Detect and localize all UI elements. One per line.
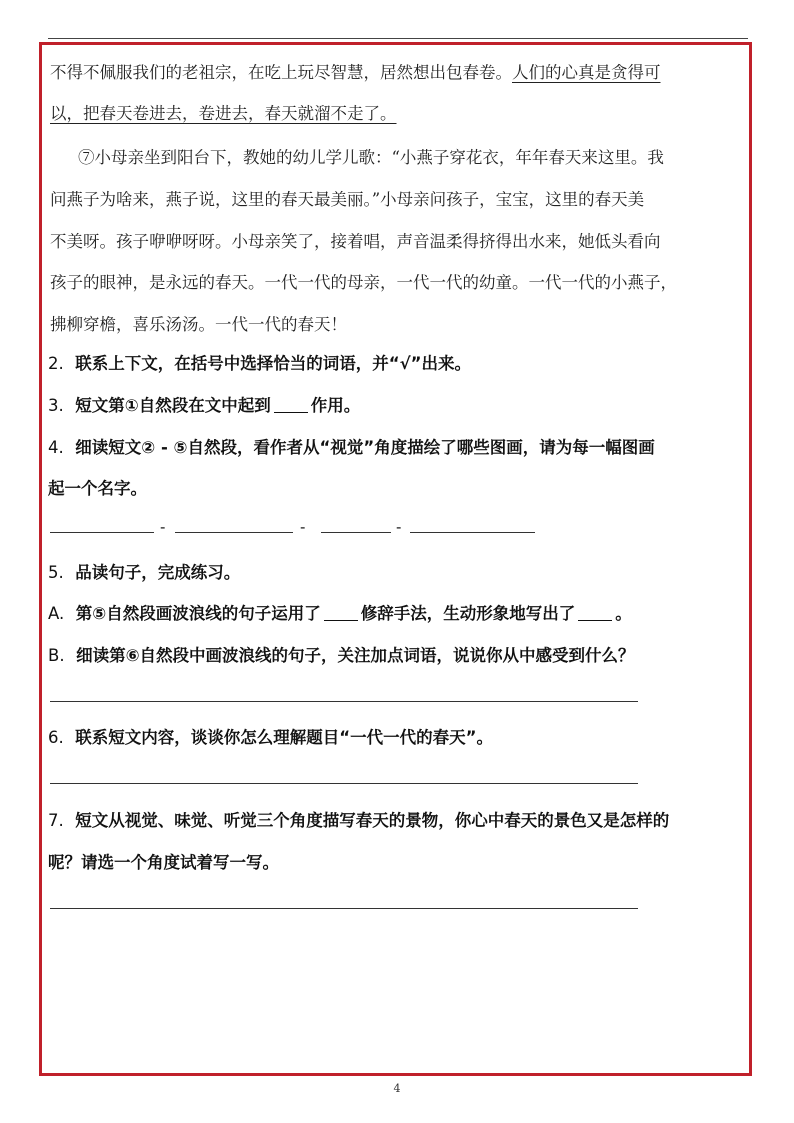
passage-line-1 xyxy=(50,59,661,83)
question-2 xyxy=(48,350,471,374)
question-4-line-2: 起一个名字。 xyxy=(48,479,147,498)
question-7-line-1 xyxy=(48,807,669,831)
question-text: 联系上下文，在括号中选择恰当的词语，并“√”出来。 xyxy=(75,354,471,373)
question-number: 6. xyxy=(48,728,64,747)
sub-question-letter: A. xyxy=(48,604,65,623)
question-text: 短文第①自然段在文中起到 xyxy=(75,396,271,415)
question-number: 7. xyxy=(48,811,64,830)
separator-dash: - xyxy=(160,518,166,536)
paragraph-7-line-3: 不美呀。孩子咿咿呀呀。小母亲笑了，接着唱，声音温柔得挤得出水来，她低头看向 xyxy=(50,232,661,251)
question-text: 品读句子，完成练习。 xyxy=(75,563,241,582)
question-5b xyxy=(48,642,635,666)
answer-line-5b[interactable] xyxy=(50,701,638,702)
question-number: 4. xyxy=(48,438,64,457)
picture-name-blank-4[interactable] xyxy=(410,532,535,533)
fill-blank[interactable] xyxy=(578,620,612,621)
underlined-sentence: 以，把春天卷进去，卷进去，春天就溜不走了。 xyxy=(50,104,397,123)
fill-blank[interactable] xyxy=(324,620,358,621)
question-text: 第⑤自然段画波浪线的句子运用了 xyxy=(75,604,321,623)
picture-name-blank-2[interactable] xyxy=(175,532,293,533)
sub-question-letter: B. xyxy=(48,646,65,665)
question-text: 作用。 xyxy=(310,396,361,415)
picture-name-blank-3[interactable] xyxy=(321,532,391,533)
question-text: 修辞手法，生动形象地写出了 xyxy=(360,604,576,623)
header-rule xyxy=(48,38,748,39)
passage-text: 不得不佩服我们的老祖宗，在吃上玩尽智慧，居然想出包春卷。 xyxy=(50,63,512,82)
passage-line-2 xyxy=(50,100,397,124)
question-3 xyxy=(48,392,360,416)
question-5 xyxy=(48,559,240,583)
paragraph-7-line-2: 问燕子为啥来，燕子说，这里的春天最美丽。”小母亲问孩子，宝宝，这里的春天美 xyxy=(50,190,645,209)
picture-name-blank-1[interactable] xyxy=(50,532,154,533)
question-number: 3. xyxy=(48,396,64,415)
underlined-sentence: 人们的心真是贪得可 xyxy=(512,63,661,82)
question-number: 2. xyxy=(48,354,64,373)
question-5a xyxy=(48,600,632,624)
answer-line-7[interactable] xyxy=(50,908,638,909)
answer-line-6[interactable] xyxy=(50,783,638,784)
paragraph-7-line-1: ⑦小母亲坐到阳台下，教她的幼儿学儿歌：“小燕子穿花衣，年年春天来这里。我 xyxy=(78,148,664,167)
paragraph-7-line-4: 孩子的眼神，是永远的春天。一代一代的母亲，一代一代的幼童。一代一代的小燕子， xyxy=(50,273,677,292)
page-number: 4 xyxy=(393,1082,401,1095)
question-text: 联系短文内容，谈谈你怎么理解题目“一代一代的春天”。 xyxy=(75,728,493,747)
question-7-line-2: 呢？请选一个角度试着写一写。 xyxy=(48,853,279,872)
question-text: 。 xyxy=(615,604,632,623)
fill-blank[interactable] xyxy=(274,412,308,413)
question-text: 短文从视觉、味觉、听觉三个角度描写春天的景物，你心中春天的景色又是怎样的 xyxy=(75,811,670,830)
separator-dash: - xyxy=(300,518,306,536)
question-4-line-1 xyxy=(48,434,655,458)
question-text: 细读短文② - ⑤自然段，看作者从“视觉”角度描绘了哪些图画，请为每一幅图画 xyxy=(75,438,655,457)
separator-dash: - xyxy=(396,518,402,536)
paragraph-7-line-5: 拂柳穿檐，喜乐汤汤。一代一代的春天！ xyxy=(50,315,347,334)
question-text: 细读第⑥自然段中画波浪线的句子，关注加点词语，说说你从中感受到什么？ xyxy=(76,646,635,665)
question-number: 5. xyxy=(48,563,64,582)
question-6 xyxy=(48,724,493,748)
bordered-content-frame xyxy=(39,42,752,1076)
